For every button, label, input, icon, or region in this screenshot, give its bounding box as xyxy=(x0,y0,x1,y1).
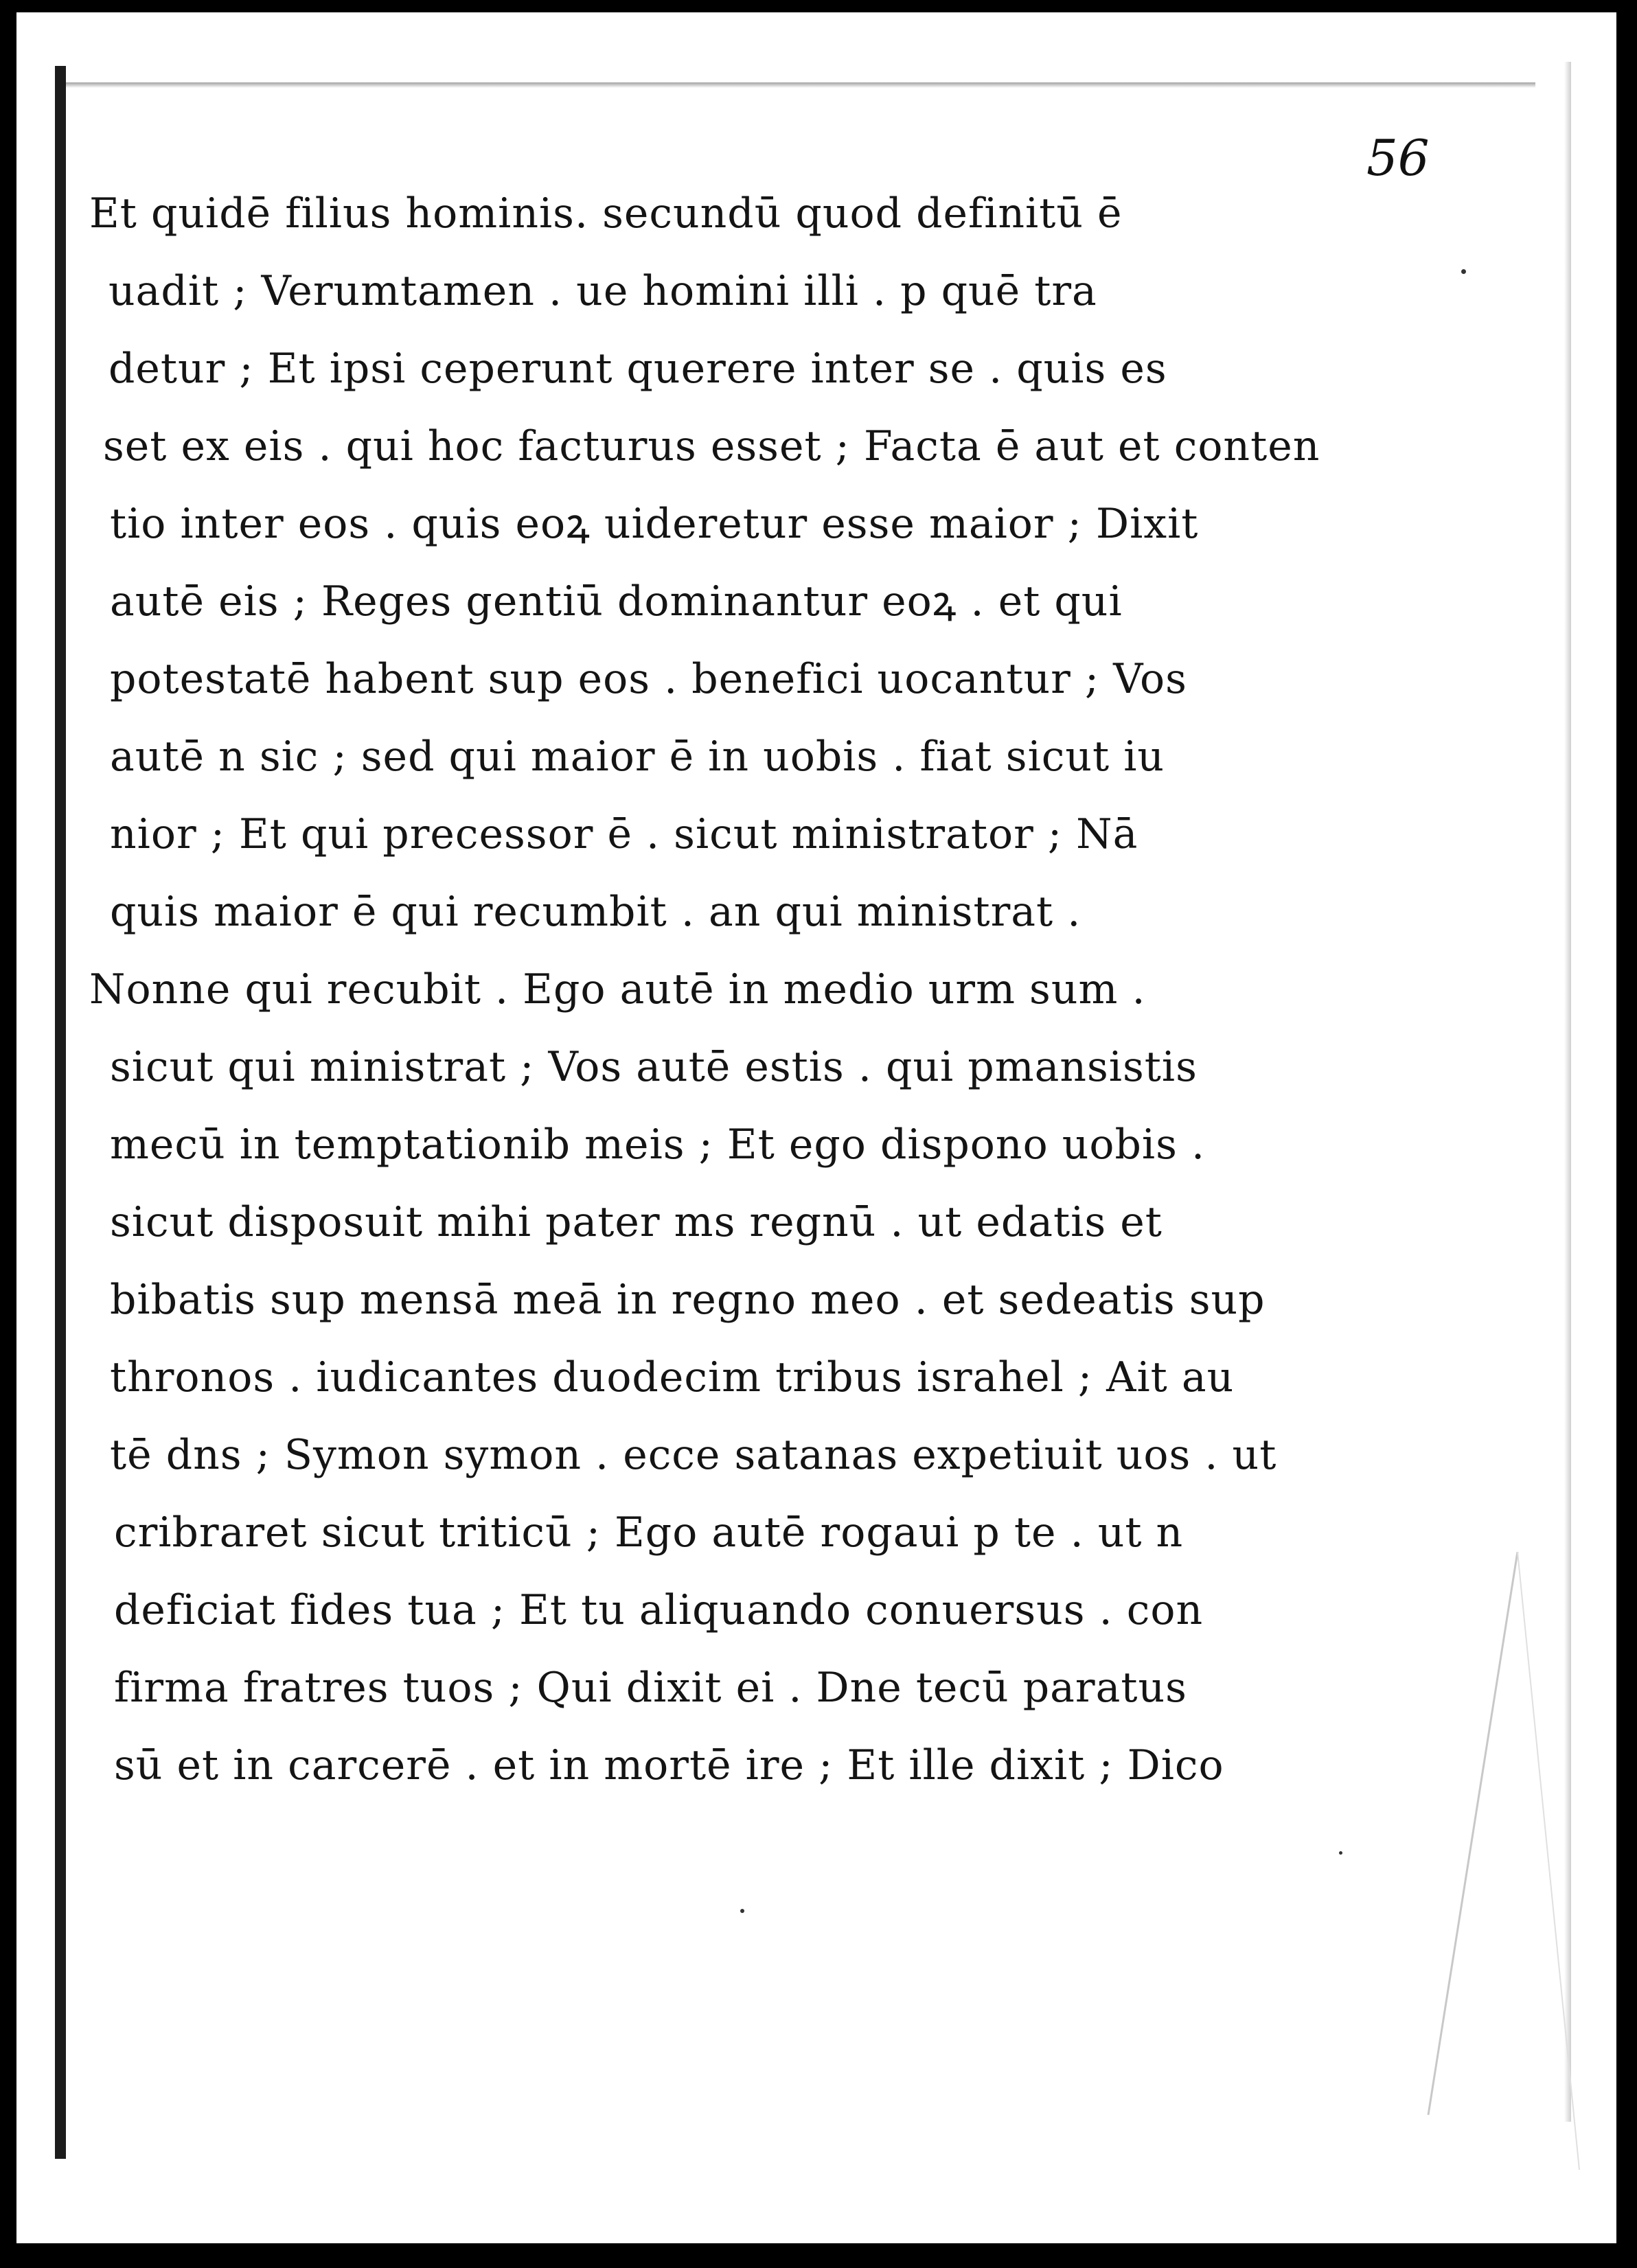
page-fold-crease xyxy=(1380,1552,1586,2170)
page-binding-edge xyxy=(55,66,66,2159)
text-line: bibatis sup mensā meā in regno meo . et sedeatis sup xyxy=(110,1276,1266,1324)
text-line: mecū in temptationib meis ; Et ego dispono uobis . xyxy=(110,1121,1206,1169)
text-line: autē eis ; Reges gentiū dominantur eoꝝ . et qui xyxy=(110,577,1123,626)
text-line: tio inter eos . quis eoꝝ uideretur esse maior ; Dixit xyxy=(110,500,1199,548)
text-line: quis maior ē qui recumbit . an qui ministrat . xyxy=(110,888,1081,936)
ink-speck xyxy=(1339,1851,1342,1855)
text-line: Et quidē filius hominis. secundū quod definitū ē xyxy=(89,190,1123,238)
text-line: sicut disposuit mihi pater ms regnū . ut edatis et xyxy=(110,1198,1163,1246)
ink-speck xyxy=(740,1909,744,1913)
manuscript-text-block xyxy=(89,175,1320,1805)
page-top-edge xyxy=(66,82,1535,88)
folio-number: 56 xyxy=(1366,129,1430,187)
text-line: uadit ; Verumtamen . ue homini illi . p quē tra xyxy=(108,267,1097,315)
text-line: firma fratres tuos ; Qui dixit ei . Dne tecū paratus xyxy=(114,1664,1187,1712)
text-line: sū et in carcerē . et in mortē ire ; Et ille dixit ; Dico xyxy=(114,1741,1224,1789)
text-line: autē n sic ; sed qui maior ē in uobis . fiat sicut iu xyxy=(110,733,1165,781)
ink-speck xyxy=(1461,269,1466,274)
text-line: set ex eis . qui hoc facturus esset ; Facta ē aut et conten xyxy=(103,422,1320,470)
text-line: potestatē habent sup eos . benefici uocantur ; Vos xyxy=(110,655,1187,703)
text-line: deficiat fides tua ; Et tu aliquando conuersus . con xyxy=(114,1586,1204,1634)
text-line: sicut qui ministrat ; Vos autē estis . qui pmansistis xyxy=(110,1043,1198,1091)
text-line: cribraret sicut triticū ; Ego autē rogaui p te . ut n xyxy=(114,1509,1184,1557)
text-line: tē dns ; Symon symon . ecce satanas expetiuit uos . ut xyxy=(110,1431,1277,1479)
text-line: detur ; Et ipsi ceperunt querere inter se . quis es xyxy=(108,345,1167,393)
text-line: nior ; Et qui precessor ē . sicut ministrator ; Nā xyxy=(110,810,1138,858)
text-line: Nonne qui recubit . Ego autē in medio urm sum . xyxy=(89,965,1146,1013)
text-line: thronos . iudicantes duodecim tribus israhel ; Ait au xyxy=(110,1353,1235,1401)
